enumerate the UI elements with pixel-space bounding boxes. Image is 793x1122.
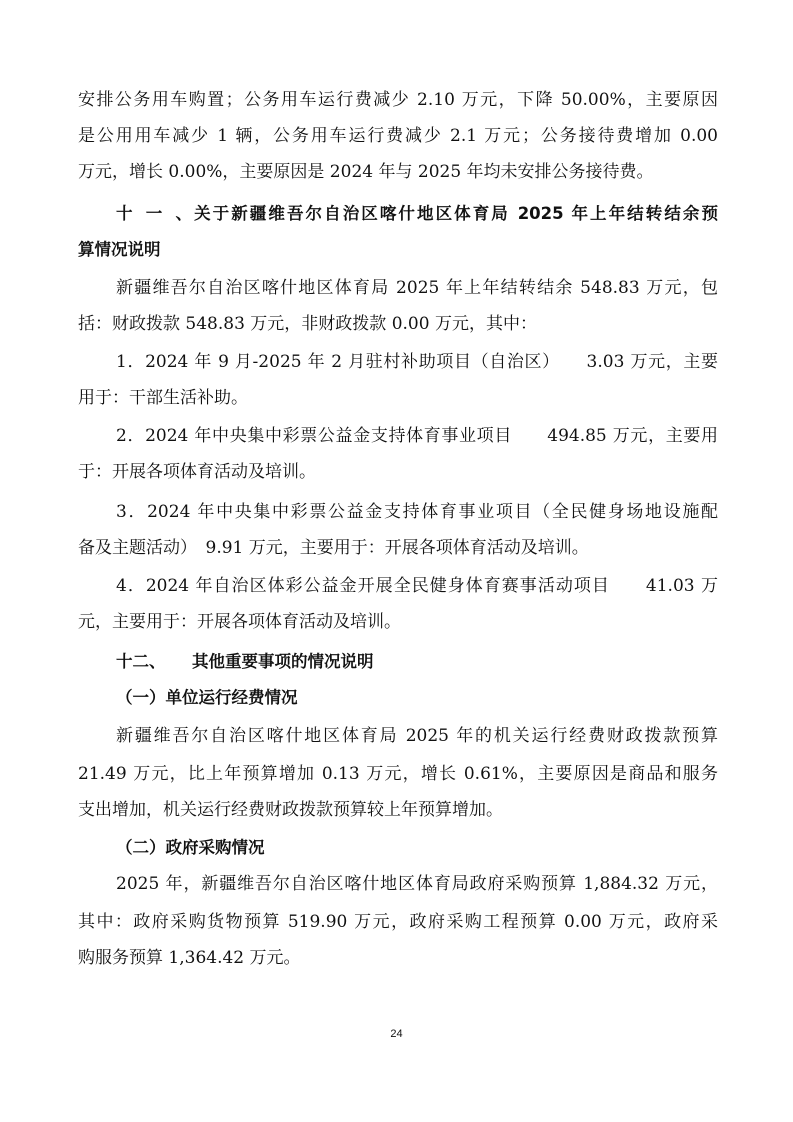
paragraph-line: 购服务预算 1,364.42 万元。 [78, 948, 301, 968]
list-item-3-cont: 备及主题活动） 9.91 万元，主要用于：开展各项体育活动及培训。 [78, 538, 589, 558]
subsection-2-heading: （二）政府采购情况 [116, 838, 265, 857]
section-12-heading [116, 644, 718, 680]
list-item-3: 3．2024 年中央集中彩票公益金支持体育事业项目（全民健身场地设施配 [116, 502, 718, 522]
list-item-4: 4．2024 年自治区体彩公益金开展全民健身体育赛事活动项目 41.03 万 [116, 576, 718, 596]
paragraph-line: 新疆维吾尔自治区喀什地区体育局 2025 年的机关运行经费财政拨款预算 [116, 726, 718, 746]
paragraph-line: 新疆维吾尔自治区喀什地区体育局 2025 年上年结转结余 548.83 万元，包 [116, 278, 718, 298]
paragraph-line: 万元，增长 0.00%，主要原因是 2024 年与 2025 年均未安排公务接待费。 [78, 162, 654, 182]
paragraph-line: 安排公务用车购置；公务用车运行费减少 2.10 万元，下降 50.00%，主要原因 [78, 90, 718, 110]
paragraph-line: 2025 年，新疆维吾尔自治区喀什地区体育局政府采购预算 1,884.32 万元， [116, 874, 718, 894]
list-item-4-cont: 元，主要用于：开展各项体育活动及培训。 [78, 612, 401, 632]
section-11-heading-cont: 算情况说明 [78, 240, 161, 259]
paragraph-line: 支出增加，机关运行经费财政拨款预算较上年预算增加。 [78, 800, 503, 820]
list-item-1: 1．2024 年 9 月-2025 年 2 月驻村补助项目（自治区） 3.03 万元，主要 [116, 352, 718, 372]
paragraph-line: 括：财政拨款 548.83 万元，非财政拨款 0.00 万元，其中： [78, 314, 537, 334]
list-item-2-cont: 于：开展各项体育活动及培训。 [78, 462, 316, 482]
list-item-1-cont: 用于：干部生活补助。 [78, 388, 248, 408]
paragraph-line: 其中：政府采购货物预算 519.90 万元，政府采购工程预算 0.00 万元，政府采 [78, 912, 718, 932]
section-title: 关于新疆维吾尔自治区喀什地区体育局 2025 年上年结转结余预 [192, 204, 718, 223]
subsection-1-heading: （一）单位运行经费情况 [116, 688, 298, 707]
section-number: 十二、 [116, 652, 166, 671]
paragraph-line: 是公用用车减少 1 辆，公务用车运行费减少 2.1 万元；公务接待费增加 0.00 [78, 126, 718, 146]
section-number: 十一、 [116, 204, 192, 223]
section-title: 其他重要事项的情况说明 [192, 652, 374, 671]
page-number: 24 [390, 1028, 403, 1040]
section-11-heading [116, 196, 718, 232]
paragraph-line: 21.49 万元，比上年预算增加 0.13 万元，增长 0.61%，主要原因是商品和服务 [78, 764, 718, 784]
list-item-2: 2．2024 年中央集中彩票公益金支持体育事业项目 494.85 万元，主要用 [116, 426, 718, 446]
